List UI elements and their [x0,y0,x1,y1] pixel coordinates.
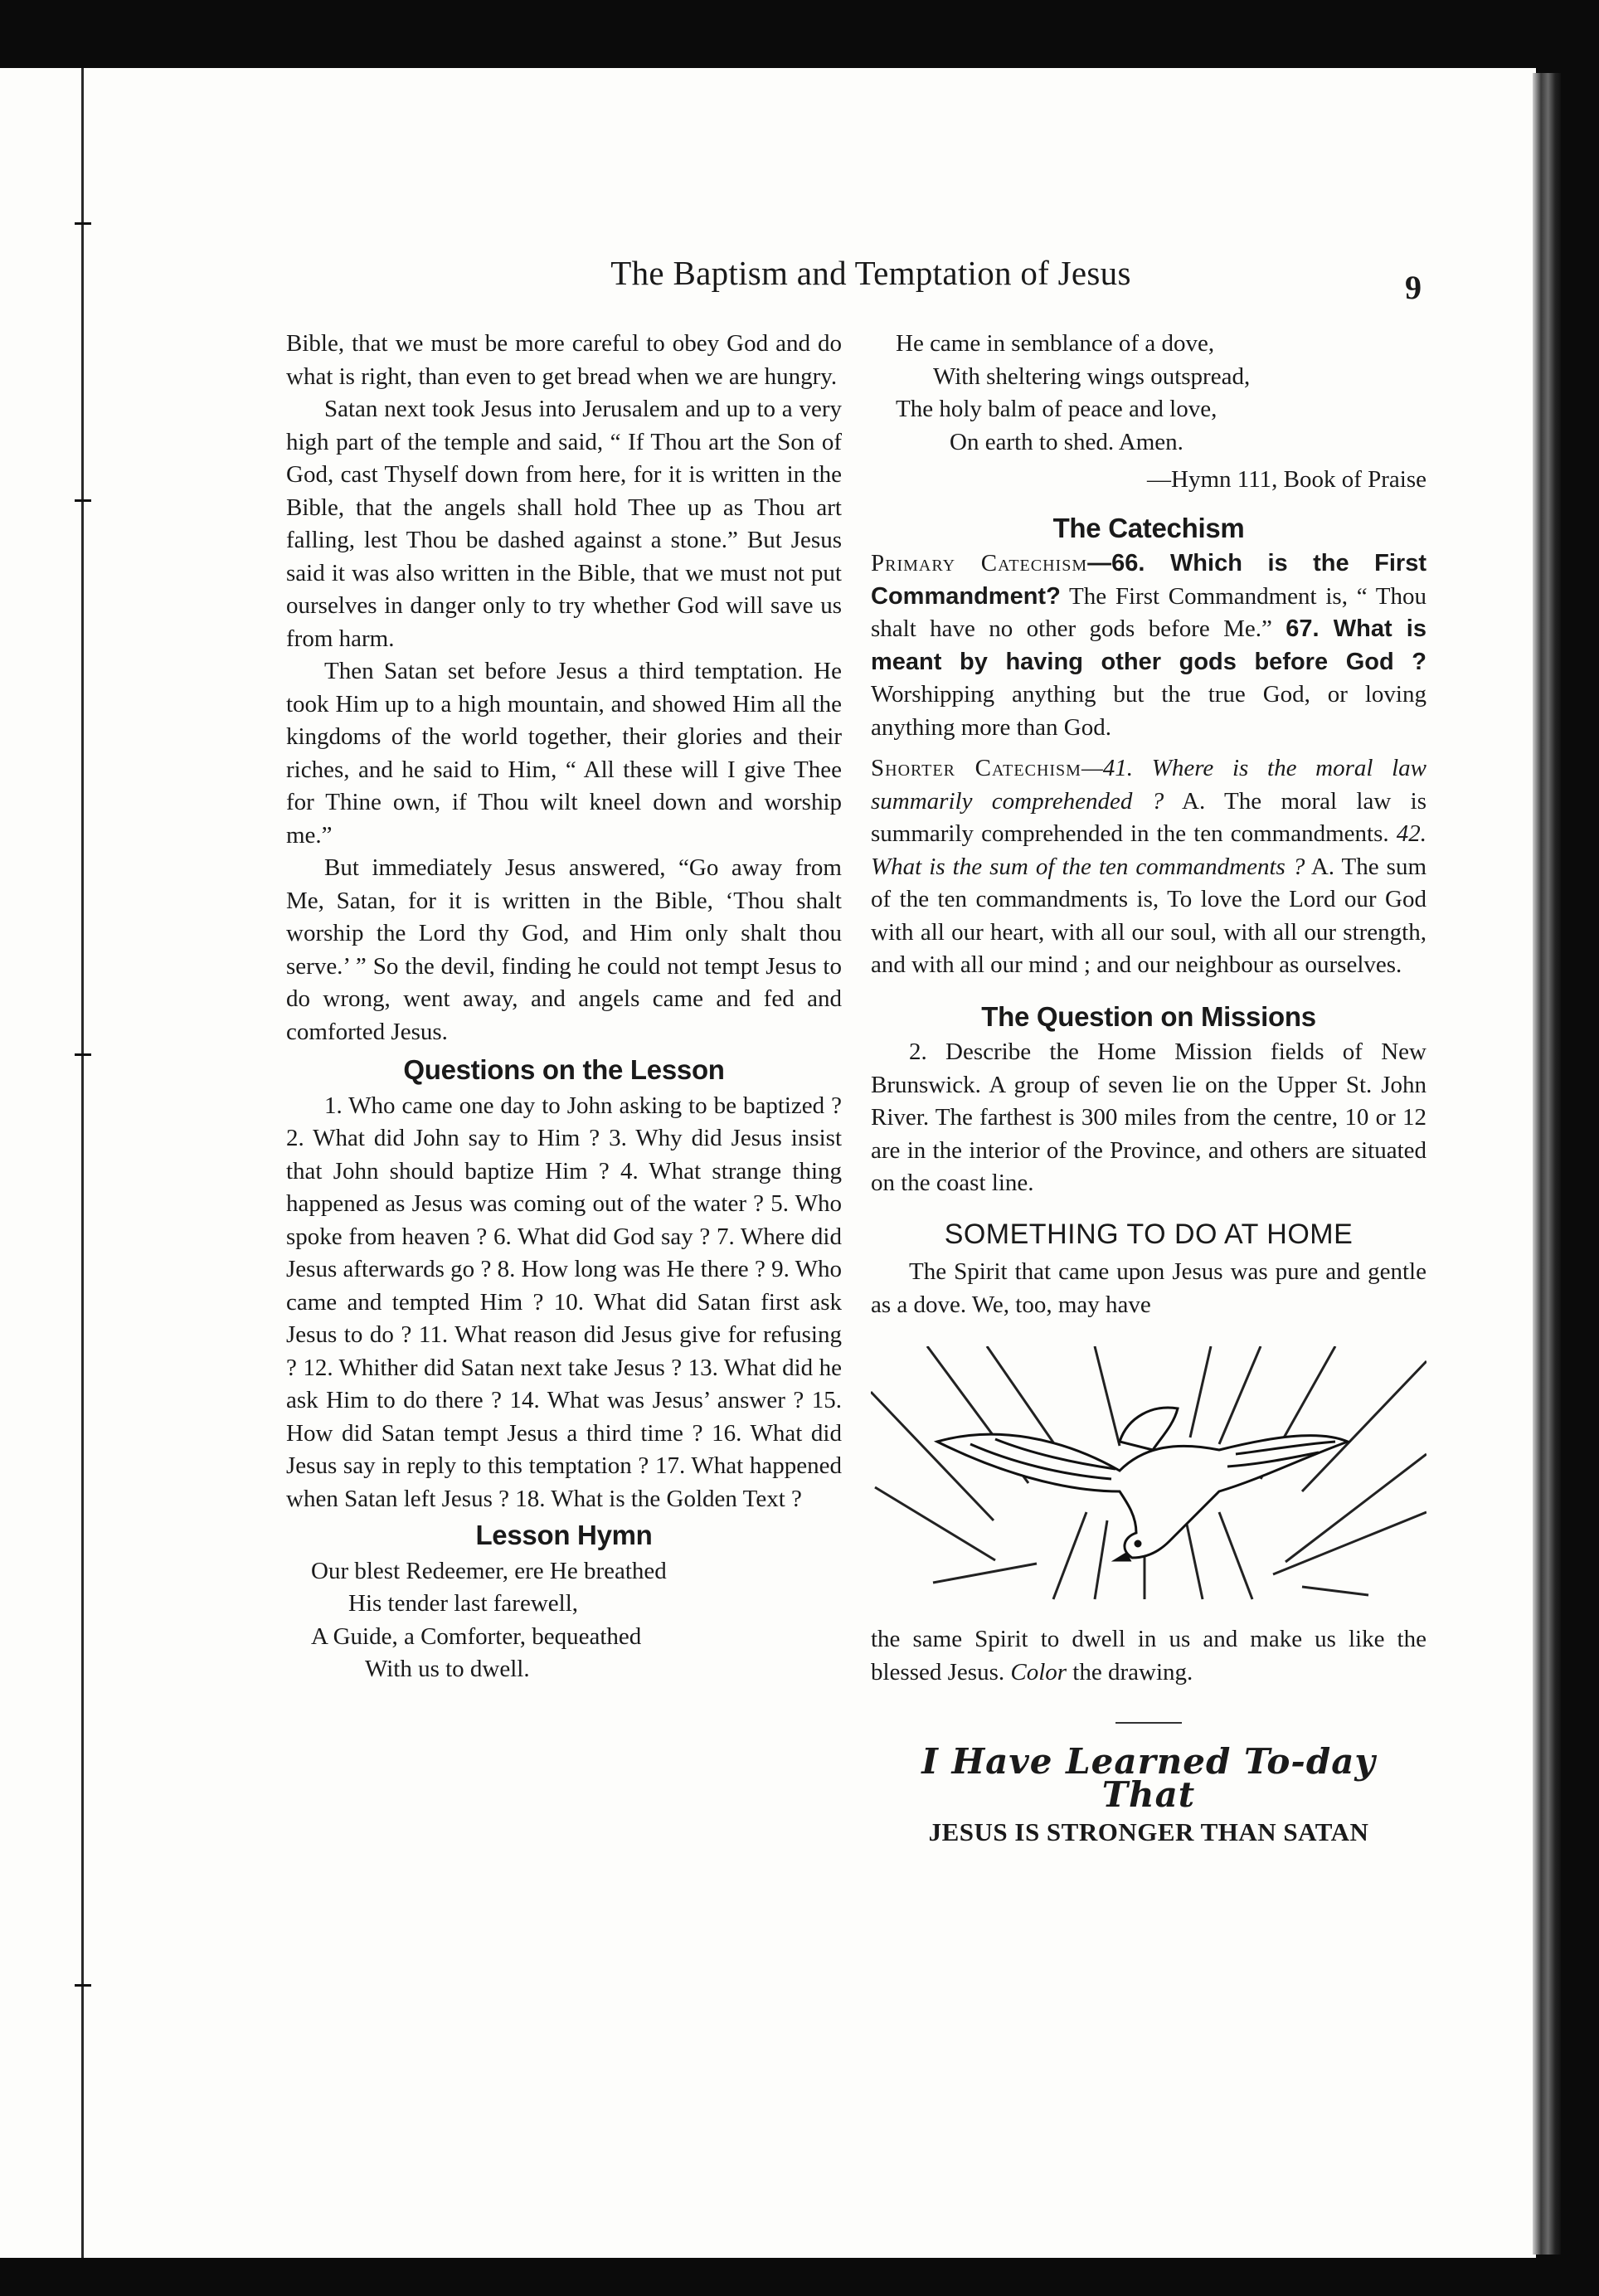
hymn-verse-continued [871,328,1426,497]
questions-heading: Questions on the Lesson [403,1054,725,1085]
catechism-answer: A. The moral law is summarily comprehended in the ten commandments. [871,787,1426,847]
ray-line [1302,1587,1368,1595]
binding-mark [75,499,91,502]
hymn-line: With us to dwell. [365,1656,530,1682]
paragraph: Satan next took Jesus into Jerusalem and up to a very high part of the temple and said, “ If Thou art the Son of God, cast Thyself down from here, for it is written in the Bible, that the angels shall hold Thee up as Thou art falling, lest Thou be dashed against a stone.” But Jesus said it was also written in the Bible, that we must not put ourselves in danger only to try whether God will save us from harm. [286,396,842,652]
left-column [286,328,842,1686]
home-activity-text [871,1623,1426,1689]
binding-line [81,68,84,2258]
missions-heading: The Question on Missions [981,1000,1316,1032]
hymn-line: Our blest Redeemer, ere He breathed [311,1557,667,1584]
binding-mark [75,1984,91,1987]
paragraph: Bible, that we must be more careful to obey God and do what is right, than even to get bread when we are hungry. [286,330,842,390]
text-span-italic: Color [1010,1658,1067,1686]
home-activity-text: The Spirit that came upon Jesus was pure and gentle as a dove. We, too, may have [871,1258,1426,1318]
ray-line [875,1487,995,1560]
text-span: the same Spirit to dwell in us and make us like the blessed Jesus. [871,1626,1426,1686]
dove-drawing [871,1346,1426,1603]
primary-label: Primary Catechism [871,550,1088,576]
binding-mark [75,1053,91,1056]
learned-statement: JESUS IS STRONGER THAN SATAN [928,1817,1369,1846]
shorter-label: Shorter Catechism [871,755,1081,781]
hymn-line: On earth to shed. Amen. [950,428,1183,455]
ray-line [933,1564,1037,1583]
catechism-question: —66. Which is the First Commandment? [871,550,1427,610]
primary-catechism [871,547,1426,744]
ray-line [1302,1361,1426,1491]
dove-icon [937,1408,1348,1560]
catechism-answer: The First Commandment is, “ Thou shalt have no other gods before Me.” [871,582,1426,642]
ray-line [1219,1512,1252,1599]
hymn-heading: Lesson Hymn [475,1520,653,1550]
shorter-catechism [871,752,1426,982]
hymn-line: His tender last farewell, [348,1590,579,1617]
paragraph: But immediately Jesus answered, “Go away from Me, Satan, for it is written in the Bible, ‘Thou shalt worship the Lord thy God, and Him only shalt thou serve.’ ” So the devil, finding he could not tempt Jesus to do wrong, went away, and angels came and fed and comforted Jesus. [286,854,842,1045]
right-column [871,328,1426,1849]
catechism-question: —41. Where is the moral law summarily comprehended ? [871,755,1426,815]
text-span: the drawing. [1067,1658,1193,1686]
page-number: 9 [1405,269,1422,306]
ray-line [1186,1520,1203,1599]
ray-line [1219,1346,1261,1444]
binding-mark [75,222,91,225]
divider [1115,1722,1182,1724]
ray-line [1095,1346,1120,1446]
hymn-line: He came in semblance of a dove, [896,330,1215,357]
questions-text: 1. Who came one day to John asking to be baptized ? 2. What did John say to Him ? 3. Why did Jesus insist that John should baptize Him ? 4. What strange thing happened as Jesus was coming out of the water ? 5. Who spoke from heaven ? 6. What did God say ? 7. Where did Jesus afterwards go ? 8. How long was He there ? 9. Who came and tempted Him ? 10. What did Satan first ask Jesus to do ? 11. What reason did Jesus give for refusing ? 12. Whither did Satan next take Jesus ? 13. What did he ask Him to do there ? 14. What was Jesus’ answer ? 15. How did Satan tempt Jesus a third time ? 16. What did Jesus say in reply to this temptation ? 17. What happened when Satan left Jesus ? 18. What is the Golden Text ? [286,1092,842,1512]
ray-line [1190,1346,1211,1437]
ray-line [1053,1512,1086,1599]
missions-text: 2. Describe the Home Mission fields of New Brunswick. A group of seven lie on the Upper St. John River. The farthest is 300 miles from the centre, 10 or 12 are in the interior of the Province, and others are situated on the coast line. [871,1039,1426,1196]
paragraph: Then Satan set before Jesus a third temptation. He took Him up to a high mountain, and showed Him all the kingdoms of the world together, their glories and their riches, and he said to Him, “ All these will I give Thee for Thine own, if Thou wilt kneel down and worship me.” [286,658,842,849]
page-title: The Baptism and Temptation of Jesus [610,254,1131,292]
learned-heading: I Have Learned To-day That [921,1741,1376,1815]
catechism-question: 42. What is the sum of the ten commandments ? [871,820,1426,880]
catechism-question: 67. What is meant by having other gods before God ? [871,615,1426,675]
catechism-answer: Worshipping anything but the true God, or loving anything more than God. [871,681,1426,741]
hymn-line: With sheltering wings outspread, [933,362,1251,390]
catechism-answer: A. The sum of the ten commandments is, To love the Lord our God with all our heart, with all our soul, with all our strength, and with all our mind ; and our neighbour as ourselves. [871,853,1426,978]
ray-line [1095,1520,1107,1599]
hymn-attribution: —Hymn 111, Book of Praise [1147,466,1426,493]
hymn-line: A Guide, a Comforter, bequeathed [311,1622,642,1650]
page-edge [1533,73,1561,2255]
catechism-heading: The Catechism [1052,512,1245,543]
ray-line [1286,1454,1426,1562]
ray-line [1273,1512,1426,1574]
hymn-verse [286,1555,842,1686]
home-activity-heading: SOMETHING TO DO AT HOME [944,1218,1354,1250]
hymn-line: The holy balm of peace and love, [896,396,1217,422]
